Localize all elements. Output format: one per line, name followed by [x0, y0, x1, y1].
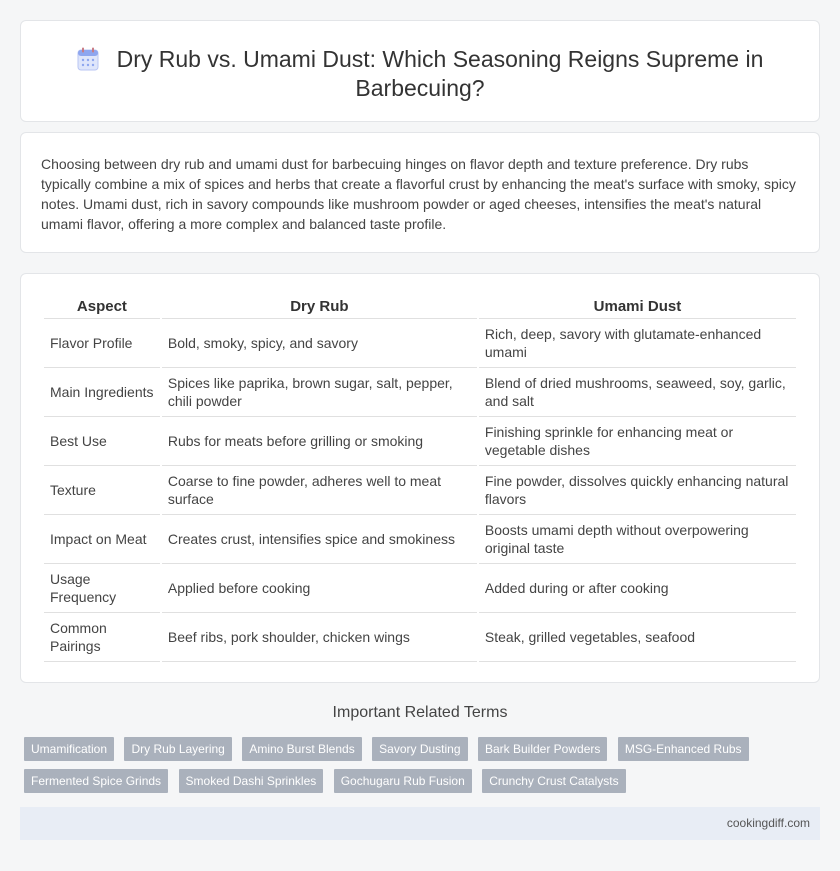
intro-paragraph: Choosing between dry rub and umami dust for barbecuing hinges on flavor depth and texture preference. Dry rubs typically combine a mix of spices and herbs that create a flavorful crust by enhancing the meat's surface with smoky, spicy notes. Umami dust, rich in savory compounds like mushroom powder or aged cheeses, intensifies the meat's natural umami flavor, offering a more complex and balanced taste profile. [41, 156, 796, 232]
footer [20, 807, 820, 840]
table-row [44, 319, 796, 368]
footer-site-link[interactable]: cookingdiff.com [726, 816, 810, 830]
cell-umami-dust: Finishing sprinkle for enhancing meat or vegetable dishes [479, 417, 796, 466]
cell-dry-rub: Rubs for meats before grilling or smoking [162, 417, 477, 466]
related-terms-tags [24, 737, 784, 801]
table-row [44, 564, 796, 613]
related-term-tag[interactable]: Amino Burst Blends [242, 737, 361, 761]
title-card [20, 20, 820, 122]
cell-dry-rub: Coarse to fine powder, adheres well to meat surface [162, 466, 477, 515]
cell-aspect: Flavor Profile [44, 319, 160, 368]
cell-aspect: Usage Frequency [44, 564, 160, 613]
page-title [21, 45, 819, 103]
related-term-tag[interactable]: Umamification [24, 737, 114, 761]
related-term-tag[interactable]: MSG-Enhanced Rubs [618, 737, 749, 761]
cell-dry-rub: Applied before cooking [162, 564, 477, 613]
calendar-icon [77, 47, 99, 71]
related-terms-heading: Important Related Terms [332, 704, 508, 721]
table-row [44, 515, 796, 564]
cell-aspect: Common Pairings [44, 613, 160, 662]
table-header-row [44, 295, 796, 319]
cell-umami-dust: Fine powder, dissolves quickly enhancing natural flavors [479, 466, 796, 515]
related-term-tag[interactable]: Smoked Dashi Sprinkles [179, 769, 324, 793]
cell-aspect: Impact on Meat [44, 515, 160, 564]
cell-dry-rub: Bold, smoky, spicy, and savory [162, 319, 477, 368]
table-row [44, 613, 796, 662]
header-dry-rub: Dry Rub [162, 295, 477, 319]
cell-dry-rub: Creates crust, intensifies spice and smokiness [162, 515, 477, 564]
table-row [44, 368, 796, 417]
related-term-tag[interactable]: Crunchy Crust Catalysts [482, 769, 625, 793]
cell-aspect: Best Use [44, 417, 160, 466]
table-row [44, 417, 796, 466]
cell-aspect: Main Ingredients [44, 368, 160, 417]
table-row [44, 466, 796, 515]
related-term-tag[interactable]: Fermented Spice Grinds [24, 769, 168, 793]
cell-umami-dust: Steak, grilled vegetables, seafood [479, 613, 796, 662]
page-title-text: Dry Rub vs. Umami Dust: Which Seasoning Reigns Supreme in Barbecuing? [116, 46, 764, 101]
cell-umami-dust: Rich, deep, savory with glutamate-enhanced umami [479, 319, 796, 368]
comparison-card [20, 273, 820, 683]
related-term-tag[interactable]: Dry Rub Layering [124, 737, 231, 761]
related-term-tag[interactable]: Gochugaru Rub Fusion [334, 769, 472, 793]
comparison-table [42, 295, 798, 662]
cell-umami-dust: Blend of dried mushrooms, seaweed, soy, garlic, and salt [479, 368, 796, 417]
cell-umami-dust: Boosts umami depth without overpowering original taste [479, 515, 796, 564]
header-umami-dust: Umami Dust [479, 295, 796, 319]
related-term-tag[interactable]: Savory Dusting [372, 737, 467, 761]
cell-dry-rub: Beef ribs, pork shoulder, chicken wings [162, 613, 477, 662]
related-term-tag[interactable]: Bark Builder Powders [478, 737, 607, 761]
header-aspect: Aspect [44, 295, 160, 319]
intro-card [20, 132, 820, 253]
cell-aspect: Texture [44, 466, 160, 515]
cell-dry-rub: Spices like paprika, brown sugar, salt, pepper, chili powder [162, 368, 477, 417]
cell-umami-dust: Added during or after cooking [479, 564, 796, 613]
